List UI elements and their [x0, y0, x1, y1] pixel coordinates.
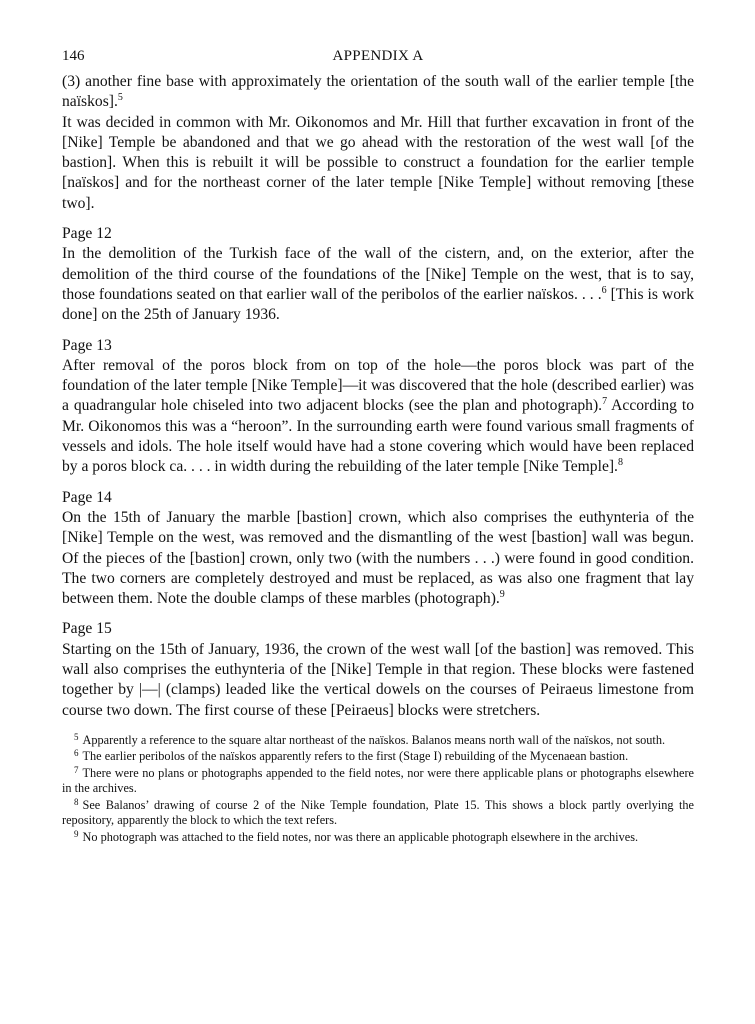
footnote-text: There were no plans or photographs appended to the field notes, nor were there applicable plans or photographs elsewhere in the archives. [62, 765, 694, 796]
footnote-9 [62, 830, 694, 846]
footnote-8 [62, 798, 694, 829]
section-heading: Page 15 [62, 620, 112, 638]
section-paragraph: Starting on the 15th of January, 1936, the crown of the west wall [of the bastion] was removed. This wall also comprises the euthynteria of the [Nike] Temple in that region. These blocks were fastened together by |—| (clamps) leaded like the vertical dowels on the courses of Peiraeus limestone from course two down. The first course of these [Peiraeus] blocks were stretchers. [62, 640, 694, 719]
footnote-mark: 5 [74, 731, 79, 742]
footnote-ref-9[interactable]: 9 [499, 589, 505, 601]
section-page-14 [62, 488, 694, 610]
header-title: APPENDIX A [332, 48, 424, 64]
running-head [62, 48, 694, 72]
main-text [62, 72, 694, 721]
section-text-continued: According to Mr. Oikonomos this was a “heroon”. In the surrounding earth were found various small fragments of vessels and idols. The hole itself would have had a stone covering which would have been replaced by a poros block ca. . . . in width during the rebuilding of the later temple [Nike Temple]. [62, 397, 694, 476]
intro-paragraph-1 [62, 72, 694, 113]
footnote-mark: 9 [74, 828, 79, 839]
section-paragraph [62, 508, 694, 609]
section-heading: Page 14 [62, 488, 112, 506]
footnote-ref-6[interactable]: 6 [601, 284, 607, 296]
section-text: After removal of the poros block from on top of the hole—the poros block was part of the foundation of the later temple [Nike Temple]—it was discovered that the hole (described earlier) was a quadrangular hole chiseled into two adjacent blocks (see the plan and photograph). [62, 356, 694, 415]
section-text-continued: [This is work done] on the 25th of January 1936. [62, 285, 695, 324]
section-page-13 [62, 336, 694, 478]
section-page-12 [62, 224, 694, 325]
section-text: In the demolition of the Turkish face of the wall of the cistern, and, on the exterior, after the demolition of the third course of the foundations of the [Nike] Temple on the west, that is to say, those foundations seated on that earlier wall of the peribolos of the earlier naïskos. . . . [62, 245, 694, 303]
footnote-text: Apparently a reference to the square altar northeast of the naïskos. Balanos means north wall of the naïskos, not south. [82, 732, 666, 747]
footnote-text: See Balanos’ drawing of course 2 of the Nike Temple foundation, Plate 15. This shows a block partly overlying the repository, apparently the block to which the text refers. [62, 797, 694, 828]
footnote-6 [62, 749, 694, 765]
section-heading: Page 13 [62, 336, 112, 354]
intro-paragraph-2: It was decided in common with Mr. Oikonomos and Mr. Hill that further excavation in front of the [Nike] Temple be abandoned and that we go ahead with the restoration of the west wall [of the bastion]. When this is rebuilt it will be possible to construct a foundation for the earlier temple [naïskos] and for the northeast corner of the later temple [Nike Temple] without removing [these two]. [62, 113, 694, 212]
section-text: On the 15th of January the marble [bastion] crown, which also comprises the euthynteria of the [Nike] Temple on the west, was removed and the dismantling of the west [bastion] wall was begun. Of the pieces of the [bastion] crown, only two (with the numbers . . .) were found in good condition. The two corners are completely destroyed and must be replaced, as was also one fragment that lay between them. Note the double clamps of these marbles (photograph). [62, 508, 694, 608]
footnote-mark: 7 [74, 764, 79, 775]
section-page-15 [62, 619, 694, 720]
footnote-ref-5[interactable]: 5 [117, 92, 123, 104]
section-heading: Page 12 [62, 225, 112, 243]
footnote-mark: 6 [74, 748, 79, 759]
footnote-text: No photograph was attached to the field notes, nor was there an applicable photograph elsewhere in the archives. [82, 829, 639, 844]
intro-section [62, 72, 694, 214]
footnote-5 [62, 733, 694, 749]
footnote-ref-8[interactable]: 8 [617, 457, 623, 469]
footnote-7 [62, 766, 694, 797]
footnote-mark: 8 [74, 796, 79, 807]
footnote-text: The earlier peribolos of the naïskos apparently refers to the first (Stage I) rebuilding of the Mycenaean bastion. [82, 749, 629, 764]
section-paragraph [62, 244, 694, 325]
page-number: 146 [62, 48, 85, 64]
section-paragraph [62, 356, 694, 478]
footnote-ref-7[interactable]: 7 [602, 396, 608, 408]
document-page [62, 48, 694, 845]
intro-text-1: (3) another fine base with approximately the orientation of the south wall of the earlier temple [the naïskos]. [62, 73, 694, 111]
footnotes [62, 733, 694, 846]
